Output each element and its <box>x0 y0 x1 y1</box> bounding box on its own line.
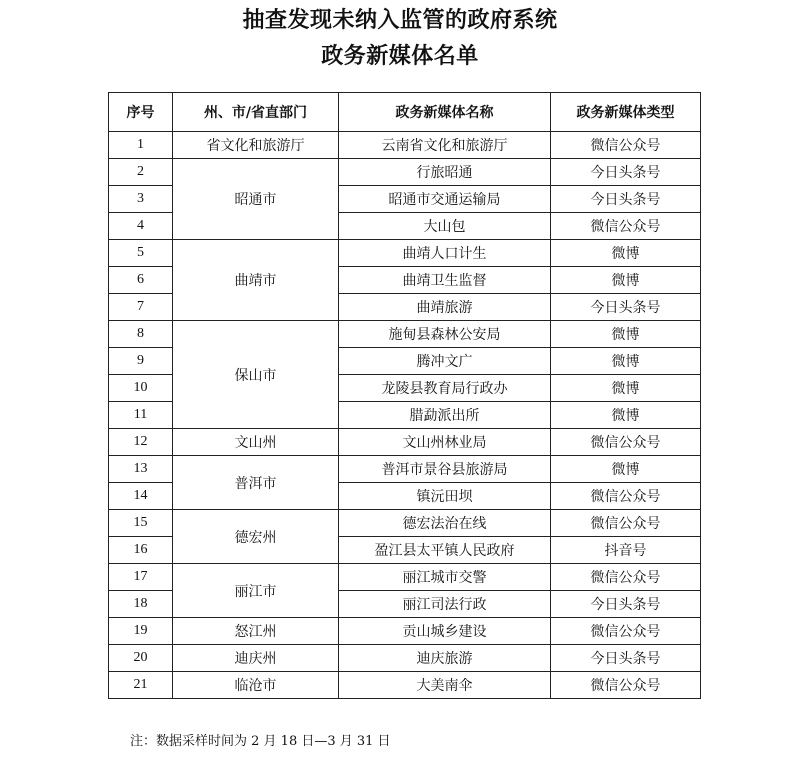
table-header-row <box>109 93 701 132</box>
seq-cell: 14 <box>109 483 173 510</box>
seq-cell: 11 <box>109 402 173 429</box>
media-type-cell: 微博 <box>551 321 701 348</box>
header-media-type: 政务新媒体类型 <box>551 93 701 132</box>
media-name-cell: 曲靖旅游 <box>339 294 551 321</box>
media-type-cell: 今日头条号 <box>551 645 701 672</box>
media-name-cell: 大山包 <box>339 213 551 240</box>
media-name-cell: 镇沅田坝 <box>339 483 551 510</box>
media-name-cell: 德宏法治在线 <box>339 510 551 537</box>
media-name-cell: 施甸县森林公安局 <box>339 321 551 348</box>
seq-cell: 10 <box>109 375 173 402</box>
media-type-cell: 微博 <box>551 240 701 267</box>
seq-cell: 19 <box>109 618 173 645</box>
media-name-cell: 贡山城乡建设 <box>339 618 551 645</box>
header-region: 州、市/省直部门 <box>173 93 339 132</box>
media-name-cell: 腊勐派出所 <box>339 402 551 429</box>
region-cell: 普洱市 <box>173 456 339 510</box>
region-cell: 曲靖市 <box>173 240 339 321</box>
media-type-cell: 微信公众号 <box>551 483 701 510</box>
table-row <box>109 645 701 672</box>
table-row <box>109 510 701 537</box>
media-name-cell: 大美南伞 <box>339 672 551 699</box>
new-media-table <box>108 92 701 699</box>
seq-cell: 9 <box>109 348 173 375</box>
table-row <box>109 132 701 159</box>
media-type-cell: 微信公众号 <box>551 564 701 591</box>
media-type-cell: 微信公众号 <box>551 672 701 699</box>
table-row <box>109 618 701 645</box>
media-type-cell: 微博 <box>551 348 701 375</box>
document-title <box>0 2 800 74</box>
media-type-cell: 微信公众号 <box>551 132 701 159</box>
region-cell: 怒江州 <box>173 618 339 645</box>
header-seq: 序号 <box>109 93 173 132</box>
sampling-note: 注：数据采样时间为 2 月 18 日—3 月 31 日 <box>130 734 391 749</box>
media-type-cell: 微信公众号 <box>551 618 701 645</box>
media-type-cell: 微博 <box>551 267 701 294</box>
seq-cell: 2 <box>109 159 173 186</box>
media-name-cell: 曲靖卫生监督 <box>339 267 551 294</box>
media-name-cell: 普洱市景谷县旅游局 <box>339 456 551 483</box>
header-media-name: 政务新媒体名称 <box>339 93 551 132</box>
table-row <box>109 321 701 348</box>
media-name-cell: 曲靖人口计生 <box>339 240 551 267</box>
seq-cell: 5 <box>109 240 173 267</box>
media-type-cell: 微信公众号 <box>551 213 701 240</box>
title-line-1: 抽查发现未纳入监管的政府系统 <box>242 7 558 33</box>
table-row <box>109 564 701 591</box>
media-type-cell: 微信公众号 <box>551 510 701 537</box>
seq-cell: 16 <box>109 537 173 564</box>
region-cell: 丽江市 <box>173 564 339 618</box>
seq-cell: 15 <box>109 510 173 537</box>
seq-cell: 4 <box>109 213 173 240</box>
media-name-cell: 腾冲文广 <box>339 348 551 375</box>
region-cell: 省文化和旅游厅 <box>173 132 339 159</box>
seq-cell: 7 <box>109 294 173 321</box>
seq-cell: 8 <box>109 321 173 348</box>
seq-cell: 17 <box>109 564 173 591</box>
media-type-cell: 微博 <box>551 456 701 483</box>
media-type-cell: 微博 <box>551 402 701 429</box>
media-type-cell: 微信公众号 <box>551 429 701 456</box>
region-cell: 临沧市 <box>173 672 339 699</box>
seq-cell: 20 <box>109 645 173 672</box>
media-name-cell: 盈江县太平镇人民政府 <box>339 537 551 564</box>
region-cell: 昭通市 <box>173 159 339 240</box>
seq-cell: 6 <box>109 267 173 294</box>
seq-cell: 13 <box>109 456 173 483</box>
seq-cell: 21 <box>109 672 173 699</box>
media-name-cell: 行旅昭通 <box>339 159 551 186</box>
media-type-cell: 今日头条号 <box>551 159 701 186</box>
media-type-cell: 微博 <box>551 375 701 402</box>
media-name-cell: 迪庆旅游 <box>339 645 551 672</box>
region-cell: 迪庆州 <box>173 645 339 672</box>
media-type-cell: 今日头条号 <box>551 186 701 213</box>
media-type-cell: 今日头条号 <box>551 591 701 618</box>
table-row <box>109 429 701 456</box>
table-row <box>109 456 701 483</box>
table-row <box>109 672 701 699</box>
media-type-cell: 今日头条号 <box>551 294 701 321</box>
media-name-cell: 丽江司法行政 <box>339 591 551 618</box>
table-row <box>109 159 701 186</box>
seq-cell: 3 <box>109 186 173 213</box>
seq-cell: 18 <box>109 591 173 618</box>
table-body <box>109 132 701 699</box>
media-name-cell: 丽江城市交警 <box>339 564 551 591</box>
media-name-cell: 云南省文化和旅游厅 <box>339 132 551 159</box>
region-cell: 保山市 <box>173 321 339 429</box>
title-line-2: 政务新媒体名单 <box>321 43 479 69</box>
seq-cell: 12 <box>109 429 173 456</box>
seq-cell: 1 <box>109 132 173 159</box>
table-row <box>109 240 701 267</box>
media-name-cell: 龙陵县教育局行政办 <box>339 375 551 402</box>
media-name-cell: 文山州林业局 <box>339 429 551 456</box>
region-cell: 德宏州 <box>173 510 339 564</box>
media-name-cell: 昭通市交通运输局 <box>339 186 551 213</box>
region-cell: 文山州 <box>173 429 339 456</box>
media-type-cell: 抖音号 <box>551 537 701 564</box>
